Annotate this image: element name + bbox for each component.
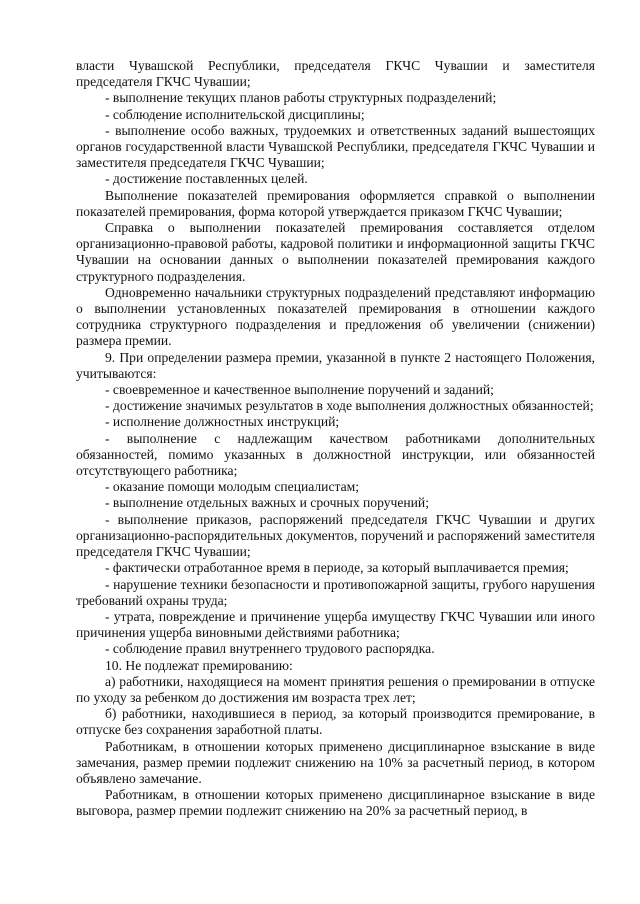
- paragraph: Работникам, в отношении которых применено дисциплинарное взыскание в виде выговора, размер премии подлежит снижению на 20% за расчетный период, в: [76, 787, 595, 819]
- document-body: [76, 58, 595, 820]
- list-item: - выполнение приказов, распоряжений председателя ГКЧС Чувашии и других организационно-распорядительных документов, поручений и распоряжений заместителя председателя ГКЧС Чувашии;: [76, 511, 595, 560]
- list-item: - нарушение техники безопасности и противопожарной защиты, грубого нарушения требований охраны труда;: [76, 576, 595, 608]
- list-item: - достижение поставленных целей.: [105, 171, 308, 187]
- list-item: - соблюдение правил внутреннего трудового распорядка.: [105, 641, 435, 657]
- list-item: - исполнение должностных инструкций;: [105, 414, 340, 430]
- list-item: б) работники, находившиеся в период, за который производится премирование, в отпуске без сохранения заработной платы.: [76, 706, 595, 738]
- list-item: - выполнение особо важных, трудоемких и ответственных заданий вышестоящих органов государственной власти Чувашской Республики, председателя ГКЧС Чувашии и заместителя председателя ГКЧС Чувашии;: [76, 122, 595, 171]
- paragraph: Одновременно начальники структурных подразделений представляют информацию о выполнении установленных показателей премирования в отношении каждого сотрудника структурного подразделения и предложения об увеличении (снижении) размера премии.: [76, 284, 595, 349]
- paragraph: Справка о выполнении показателей премирования составляется отделом организационно-правовой работы, кадровой политики и информационной защиты ГКЧС Чувашии на основании данных о выполнении показателей премирования каждого структурного подразделения.: [76, 220, 595, 284]
- list-item: - выполнение с надлежащим качеством работниками дополнительных обязанностей, помимо указанных в должностной инструкции, или обязанностей отсутствующего работника;: [76, 430, 595, 479]
- list-item: а) работники, находящиеся на момент принятия решения о премировании в отпуске по уходу за ребенком до достижения им возраста трех лет;: [76, 673, 595, 705]
- paragraph-continuation: власти Чувашской Республики, председателя ГКЧС Чувашии и заместителя председателя ГКЧС Чувашии;: [76, 58, 595, 90]
- paragraph: Выполнение показателей премирования оформляется справкой о выполнении показателей премирования, форма которой утверждается приказом ГКЧС Чувашии;: [76, 187, 595, 219]
- list-item: - выполнение отдельных важных и срочных поручений;: [105, 495, 429, 511]
- list-item: - выполнение текущих планов работы структурных подразделений;: [105, 90, 497, 106]
- list-item: - достижение значимых результатов в ходе выполнения должностных обязанностей;: [105, 398, 594, 414]
- section-paragraph: 10. Не подлежат премированию:: [105, 657, 293, 673]
- paragraph: Работникам, в отношении которых применено дисциплинарное взыскание в виде замечания, размер премии подлежит снижению на 10% за расчетный период, в котором объявлено замечание.: [76, 738, 595, 786]
- section-paragraph: 9. При определении размера премии, указанной в пункте 2 настоящего Положения, учитываются:: [76, 349, 595, 381]
- list-item: - фактически отработанное время в периоде, за который выплачивается премия;: [105, 560, 569, 576]
- list-item: - соблюдение исполнительской дисциплины;: [105, 106, 365, 122]
- list-item: - своевременное и качественное выполнение поручений и заданий;: [105, 382, 494, 398]
- list-item: - оказание помощи молодым специалистам;: [105, 479, 360, 495]
- list-item: - утрата, повреждение и причинение ущерба имуществу ГКЧС Чувашии или иного причинения ущерба виновными действиями работника;: [76, 608, 595, 641]
